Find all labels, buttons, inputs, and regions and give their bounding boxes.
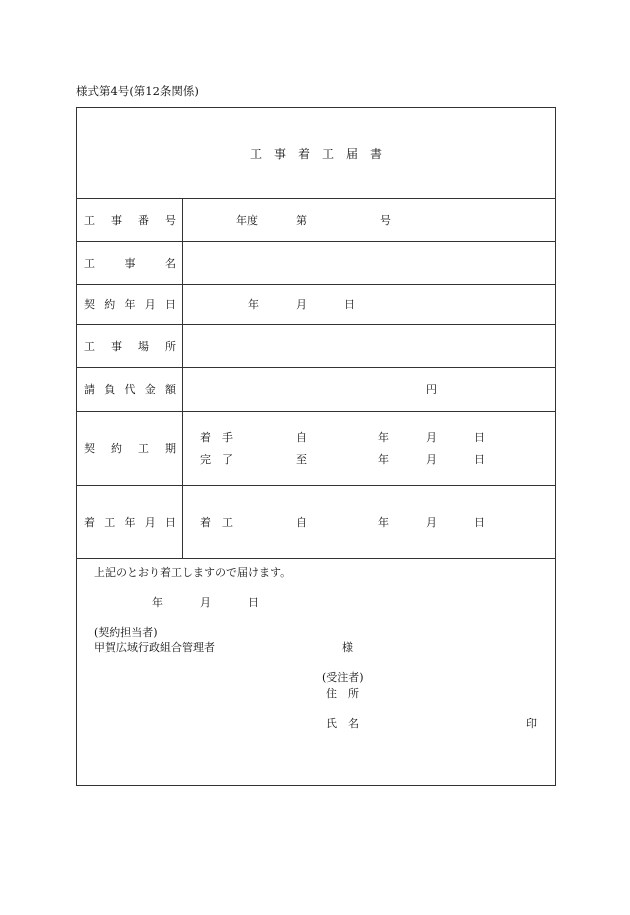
address-label: 住 所 (326, 687, 359, 700)
construction-name-field[interactable] (190, 248, 548, 276)
name-label: 氏 名 (326, 717, 359, 730)
start-month-text: 月 (426, 431, 437, 444)
row-divider (76, 558, 556, 559)
contract-officer-label: (契約担当者) (94, 626, 158, 639)
to-text: 至 (296, 453, 307, 466)
from-text: 自 (296, 431, 307, 444)
row-divider (76, 284, 556, 285)
start-year-text: 年 (378, 431, 389, 444)
contract-year-text: 年 (248, 298, 259, 311)
form-title: 工 事 着 工 届 書 (249, 147, 382, 161)
label-contract-amount: 請 負 代 金 額 (84, 383, 176, 396)
contract-month-text: 月 (296, 298, 307, 311)
administrator-text: 甲賀広域行政組合管理者 (94, 641, 215, 654)
end-year-text: 年 (378, 453, 389, 466)
commence-day-text: 日 (474, 516, 485, 529)
end-month-text: 月 (426, 453, 437, 466)
statement-text: 上記のとおり着工しますので届けます。 (94, 566, 292, 579)
row-divider (76, 241, 556, 242)
start-label: 着 手 (200, 431, 233, 444)
row-divider (76, 411, 556, 412)
go-text: 号 (380, 214, 391, 227)
label-construction-location: 工 事 場 所 (84, 340, 176, 353)
construction-location-field[interactable] (190, 331, 548, 359)
honorific-text: 様 (342, 641, 353, 654)
commence-from-text: 自 (296, 516, 307, 529)
footer-month-text: 月 (200, 596, 211, 609)
footer-year-text: 年 (152, 596, 163, 609)
start-day-text: 日 (474, 431, 485, 444)
row-divider (76, 485, 556, 486)
column-divider (182, 198, 183, 559)
label-construction-name: 工 事 名 (84, 257, 176, 270)
row-divider (76, 324, 556, 325)
end-day-text: 日 (474, 453, 485, 466)
end-label: 完 了 (200, 453, 233, 466)
commence-label: 着 工 (200, 516, 233, 529)
label-start-date: 着 工 年 月 日 (84, 516, 176, 529)
yen-text: 円 (426, 383, 437, 396)
footer-day-text: 日 (248, 596, 259, 609)
commence-year-text: 年 (378, 516, 389, 529)
contract-day-text: 日 (344, 298, 355, 311)
label-contract-period: 契 約 工 期 (84, 442, 176, 455)
form-number: 様式第4号(第12条関係) (76, 84, 199, 98)
label-contract-date: 契 約 年 月 日 (84, 298, 176, 311)
label-construction-number: 工 事 番 号 (84, 214, 176, 227)
fiscal-year-text: 年度 (236, 214, 258, 227)
dai-text: 第 (296, 214, 307, 227)
row-divider (76, 198, 556, 199)
contractor-label: (受注者) (322, 671, 364, 684)
row-divider (76, 367, 556, 368)
seal-text: 印 (526, 717, 537, 730)
commence-month-text: 月 (426, 516, 437, 529)
